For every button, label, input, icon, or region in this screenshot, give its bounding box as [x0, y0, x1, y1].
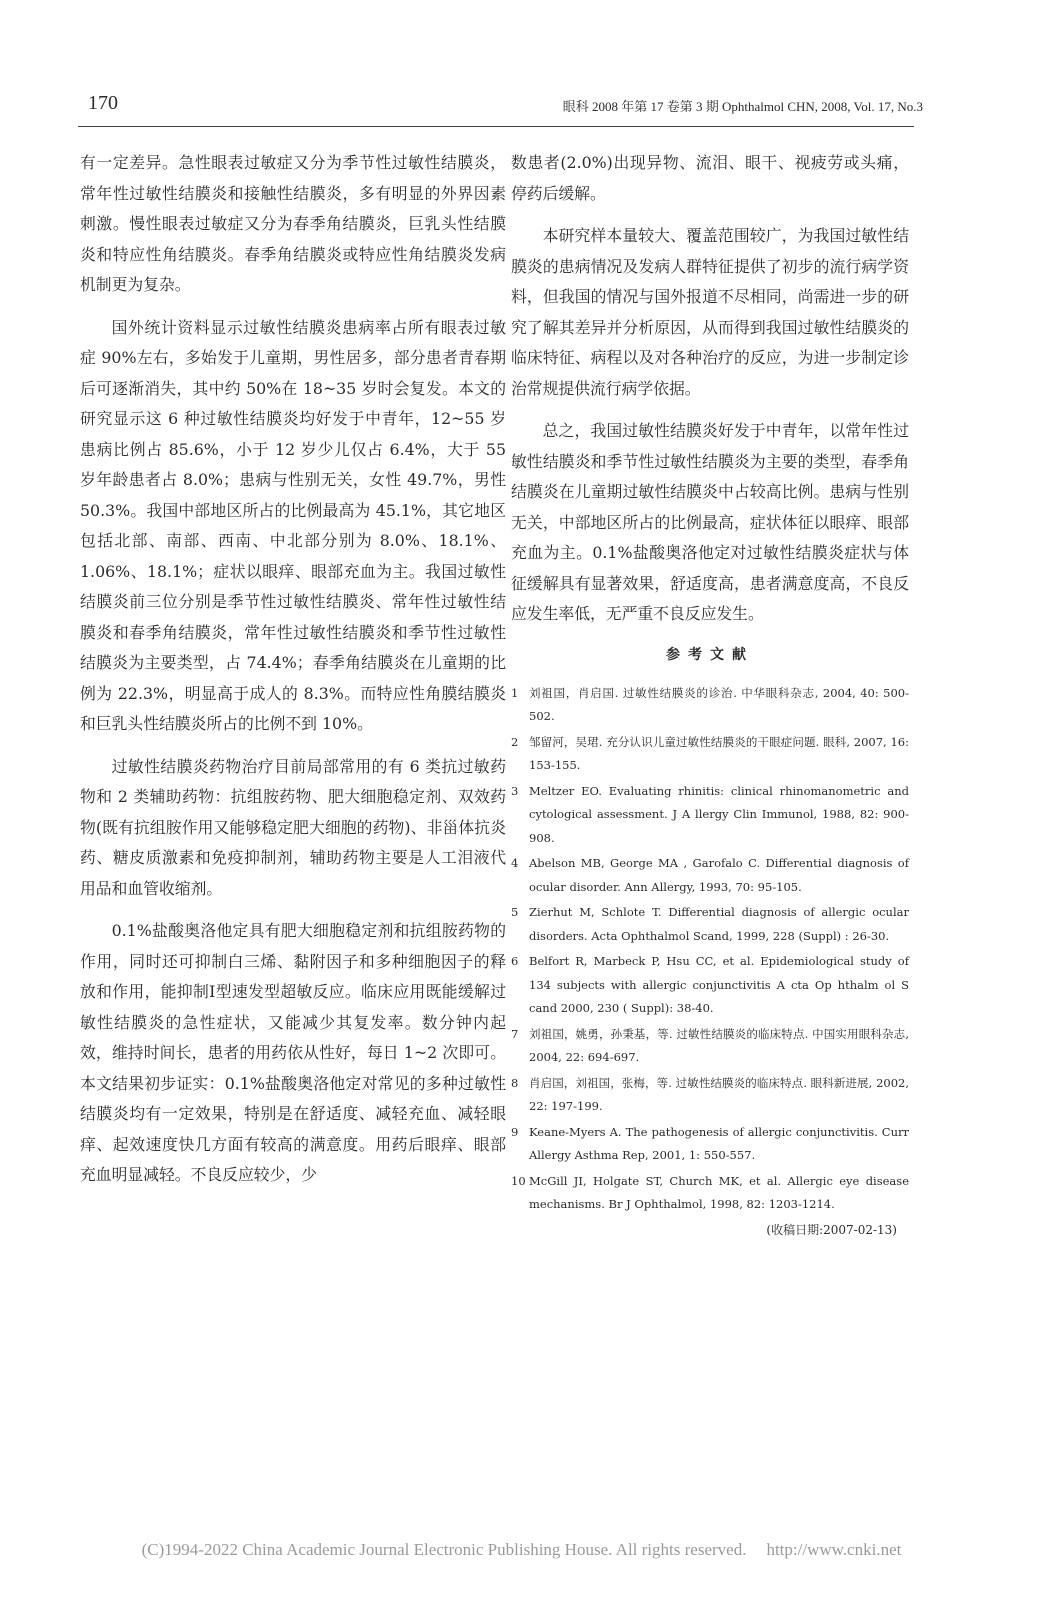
reference-number: 6 — [511, 954, 519, 968]
reference-number: 9 — [511, 1124, 519, 1139]
reference-text: Belfort R, Marbeck P, Hsu CC, et al. Epidemiological study of 134 subjects with allergic conjunctivitis A cta Op hthalm ol S cand 2000, 230 ( Suppl): 38-40. — [529, 954, 909, 1015]
body-paragraph: 过敏性结膜炎药物治疗目前局部常用的有 6 类抗过敏药物和 2 类辅助药物：抗组胺药物、肥大细胞稳定剂、双效药物(既有抗组胺作用又能够稳定肥大细胞的药物)、非甾体抗炎药、糖皮质激素和免疫抑制剂，辅助药物主要是人工泪液代用品和血管收缩剂。 — [80, 756, 506, 898]
reference-number: 2 — [511, 734, 519, 749]
received-date: (收稿日期:2007-02-13) — [766, 1222, 897, 1237]
body-paragraph: 有一定差异。急性眼表过敏症又分为季节性过敏性结膜炎，常年性过敏性结膜炎和接触性结膜炎，多有明显的外界因素刺激。慢性眼表过敏症又分为春季角结膜炎，巨乳头性结膜炎和特应性角结膜炎。春季角结膜炎或特应性角结膜炎发病机制更为复杂。 — [80, 153, 506, 294]
reference-text: McGill JI, Holgate ST, Church MK, et al. Allergic eye disease mechanisms. Br J Ophthalmol, 1998, 82: 1203-1214. — [529, 1173, 909, 1211]
reference-number: 8 — [511, 1075, 519, 1090]
reference-text: 肖启国，刘祖国，张梅，等. 过敏性结膜炎的临床特点. 眼科新进展, 2002, 22: 197-199. — [529, 1075, 909, 1113]
reference-text: 刘祖国，肖启国. 过敏性结膜炎的诊治. 中华眼科杂志, 2004, 40: 500-502. — [529, 685, 909, 723]
footer-url: http://www.cnki.net — [766, 1540, 902, 1559]
reference-item — [511, 682, 909, 729]
references-heading: 参考文献 — [666, 646, 754, 663]
reference-item — [511, 1121, 909, 1168]
reference-item — [511, 731, 909, 778]
reference-text: Abelson MB, George MA , Garofalo C. Differential diagnosis of ocular disorder. Ann Allergy, 1993, 70: 95-105. — [529, 856, 909, 894]
reference-item — [511, 901, 909, 948]
reference-number: 1 — [511, 685, 519, 700]
reference-item — [511, 780, 909, 851]
reference-text: Meltzer EO. Evaluating rhinitis: clinical rhinomanometric and cytological assessment. J A llergy Clin Immunol, 1988, 82: 900-908. — [529, 783, 909, 845]
page-number: 170 — [88, 92, 118, 114]
header-rule — [78, 126, 914, 127]
left-column — [80, 148, 506, 1203]
body-paragraph: 本研究样本量较大、覆盖范围较广，为我国过敏性结膜炎的患病情况及发病人群特征提供了初步的流行病学资料，但我国的情况与国外报道不尽相同，尚需进一步的研究了解其差异并分析原因，从而得到我国过敏性结膜炎的临床特征、病程以及对各种治疗的反应，为进一步制定诊治常规提供流行病学依据。 — [511, 226, 909, 398]
reference-list — [511, 682, 909, 1217]
body-paragraph: 0.1%盐酸奥洛他定具有肥大细胞稳定剂和抗组胺药物的作用，同时还可抑制白三烯、黏附因子和多种细胞因子的释放和作用，能抑制Ⅰ型速发型超敏反应。临床应用既能缓解过敏性结膜炎的急性症状，又能减少其复发率。数分钟内起效，维持时间长，患者的用药依从性好，每日 1~2 次即可。本文结果初步证实：0.1%盐酸奥洛他定对常见的多种过敏性结膜炎均有一定效果，特别是在舒适度、减轻充血、减轻眼痒、起效速度快几方面有较高的满意度。用药后眼痒、眼部充血明显减轻。不良反应较少，少 — [80, 921, 506, 1184]
reference-item — [511, 950, 909, 1021]
reference-text: Zierhut M, Schlote T. Differential diagnosis of allergic ocular disorders. Acta Ophthalmol Scand, 1999, 228 (Suppl) : 26-30. — [529, 905, 909, 943]
body-paragraph: 总之，我国过敏性结膜炎好发于中青年，以常年性过敏性结膜炎和季节性过敏性结膜炎为主要的类型，春季角结膜炎在儿童期过敏性结膜炎中占较高比例。患病与性别无关，中部地区所占的比例最高，症状体征以眼痒、眼部充血为主。0.1%盐酸奥洛他定对过敏性结膜炎症状与体征缓解具有显著效果，舒适度高，患者满意度高，不良反应发生率低，无严重不良反应发生。 — [511, 421, 909, 623]
reference-number: 7 — [511, 1026, 519, 1041]
copyright-text: (C)1994-2022 China Academic Journal Electronic Publishing House. All rights reserved. — [141, 1540, 747, 1559]
body-paragraph: 国外统计资料显示过敏性结膜炎患病率占所有眼表过敏症 90%左右，多始发于儿童期，男性居多，部分患者青春期后可逐渐消失，其中约 50%在 18~35 岁时会复发。本文的研究显示这 6 种过敏性结膜炎均好发于中青年，12~55 岁患病比例占 85.6%，小于 12 岁少儿仅占 6.4%，大于 55 岁年龄患者占 8.0%；患病与性别无关，女性 49.7%，男性 50.3%。我国中部地区所占的比例最高为 45.1%，其它地区包括北部、南部、西南、中北部分别为 8.0%、18.1%、1.06%、18.1%；症状以眼痒、眼部充血为主。我国过敏性结膜炎前三位分别是季节性过敏性结膜炎、常年性过敏性结膜炎和春季角结膜炎，常年性过敏性结膜炎和季节性过敏性结膜炎为主要类型，占 74.4%；春季角结膜炎在儿童期的比例为 22.3%，明显高于成人的 8.3%。而特应性角膜结膜炎和巨乳头性结膜炎所占的比例不到 10%。 — [80, 317, 506, 733]
reference-item — [511, 1170, 909, 1217]
right-column — [511, 148, 909, 1238]
reference-text: 刘祖国，姚勇，孙秉基，等. 过敏性结膜炎的临床特点. 中国实用眼科杂志, 2004, 22: 694-697. — [529, 1026, 909, 1064]
reference-item — [511, 852, 909, 899]
body-paragraph: 数患者(2.0%)出现异物、流泪、眼干、视疲劳或头痛，停药后缓解。 — [511, 153, 909, 203]
reference-text: 邹留河，吴珺. 充分认识儿童过敏性结膜炎的干眼症问题. 眼科, 2007, 16: 153-155. — [529, 734, 909, 772]
reference-item — [511, 1023, 909, 1070]
reference-number: 3 — [511, 783, 519, 798]
reference-text: Keane-Myers A. The pathogenesis of allergic conjunctivitis. Curr Allergy Asthma Rep, 2001, 1: 550-557. — [529, 1124, 909, 1162]
reference-number: 10 — [511, 1173, 526, 1188]
running-head: 眼科 2008 年第 17 卷第 3 期 Ophthalmol CHN, 2008, Vol. 17, No.3 — [562, 99, 923, 114]
reference-item — [511, 1072, 909, 1119]
reference-number: 4 — [511, 856, 519, 870]
copyright-footer — [0, 1540, 1043, 1560]
reference-number: 5 — [511, 905, 519, 919]
